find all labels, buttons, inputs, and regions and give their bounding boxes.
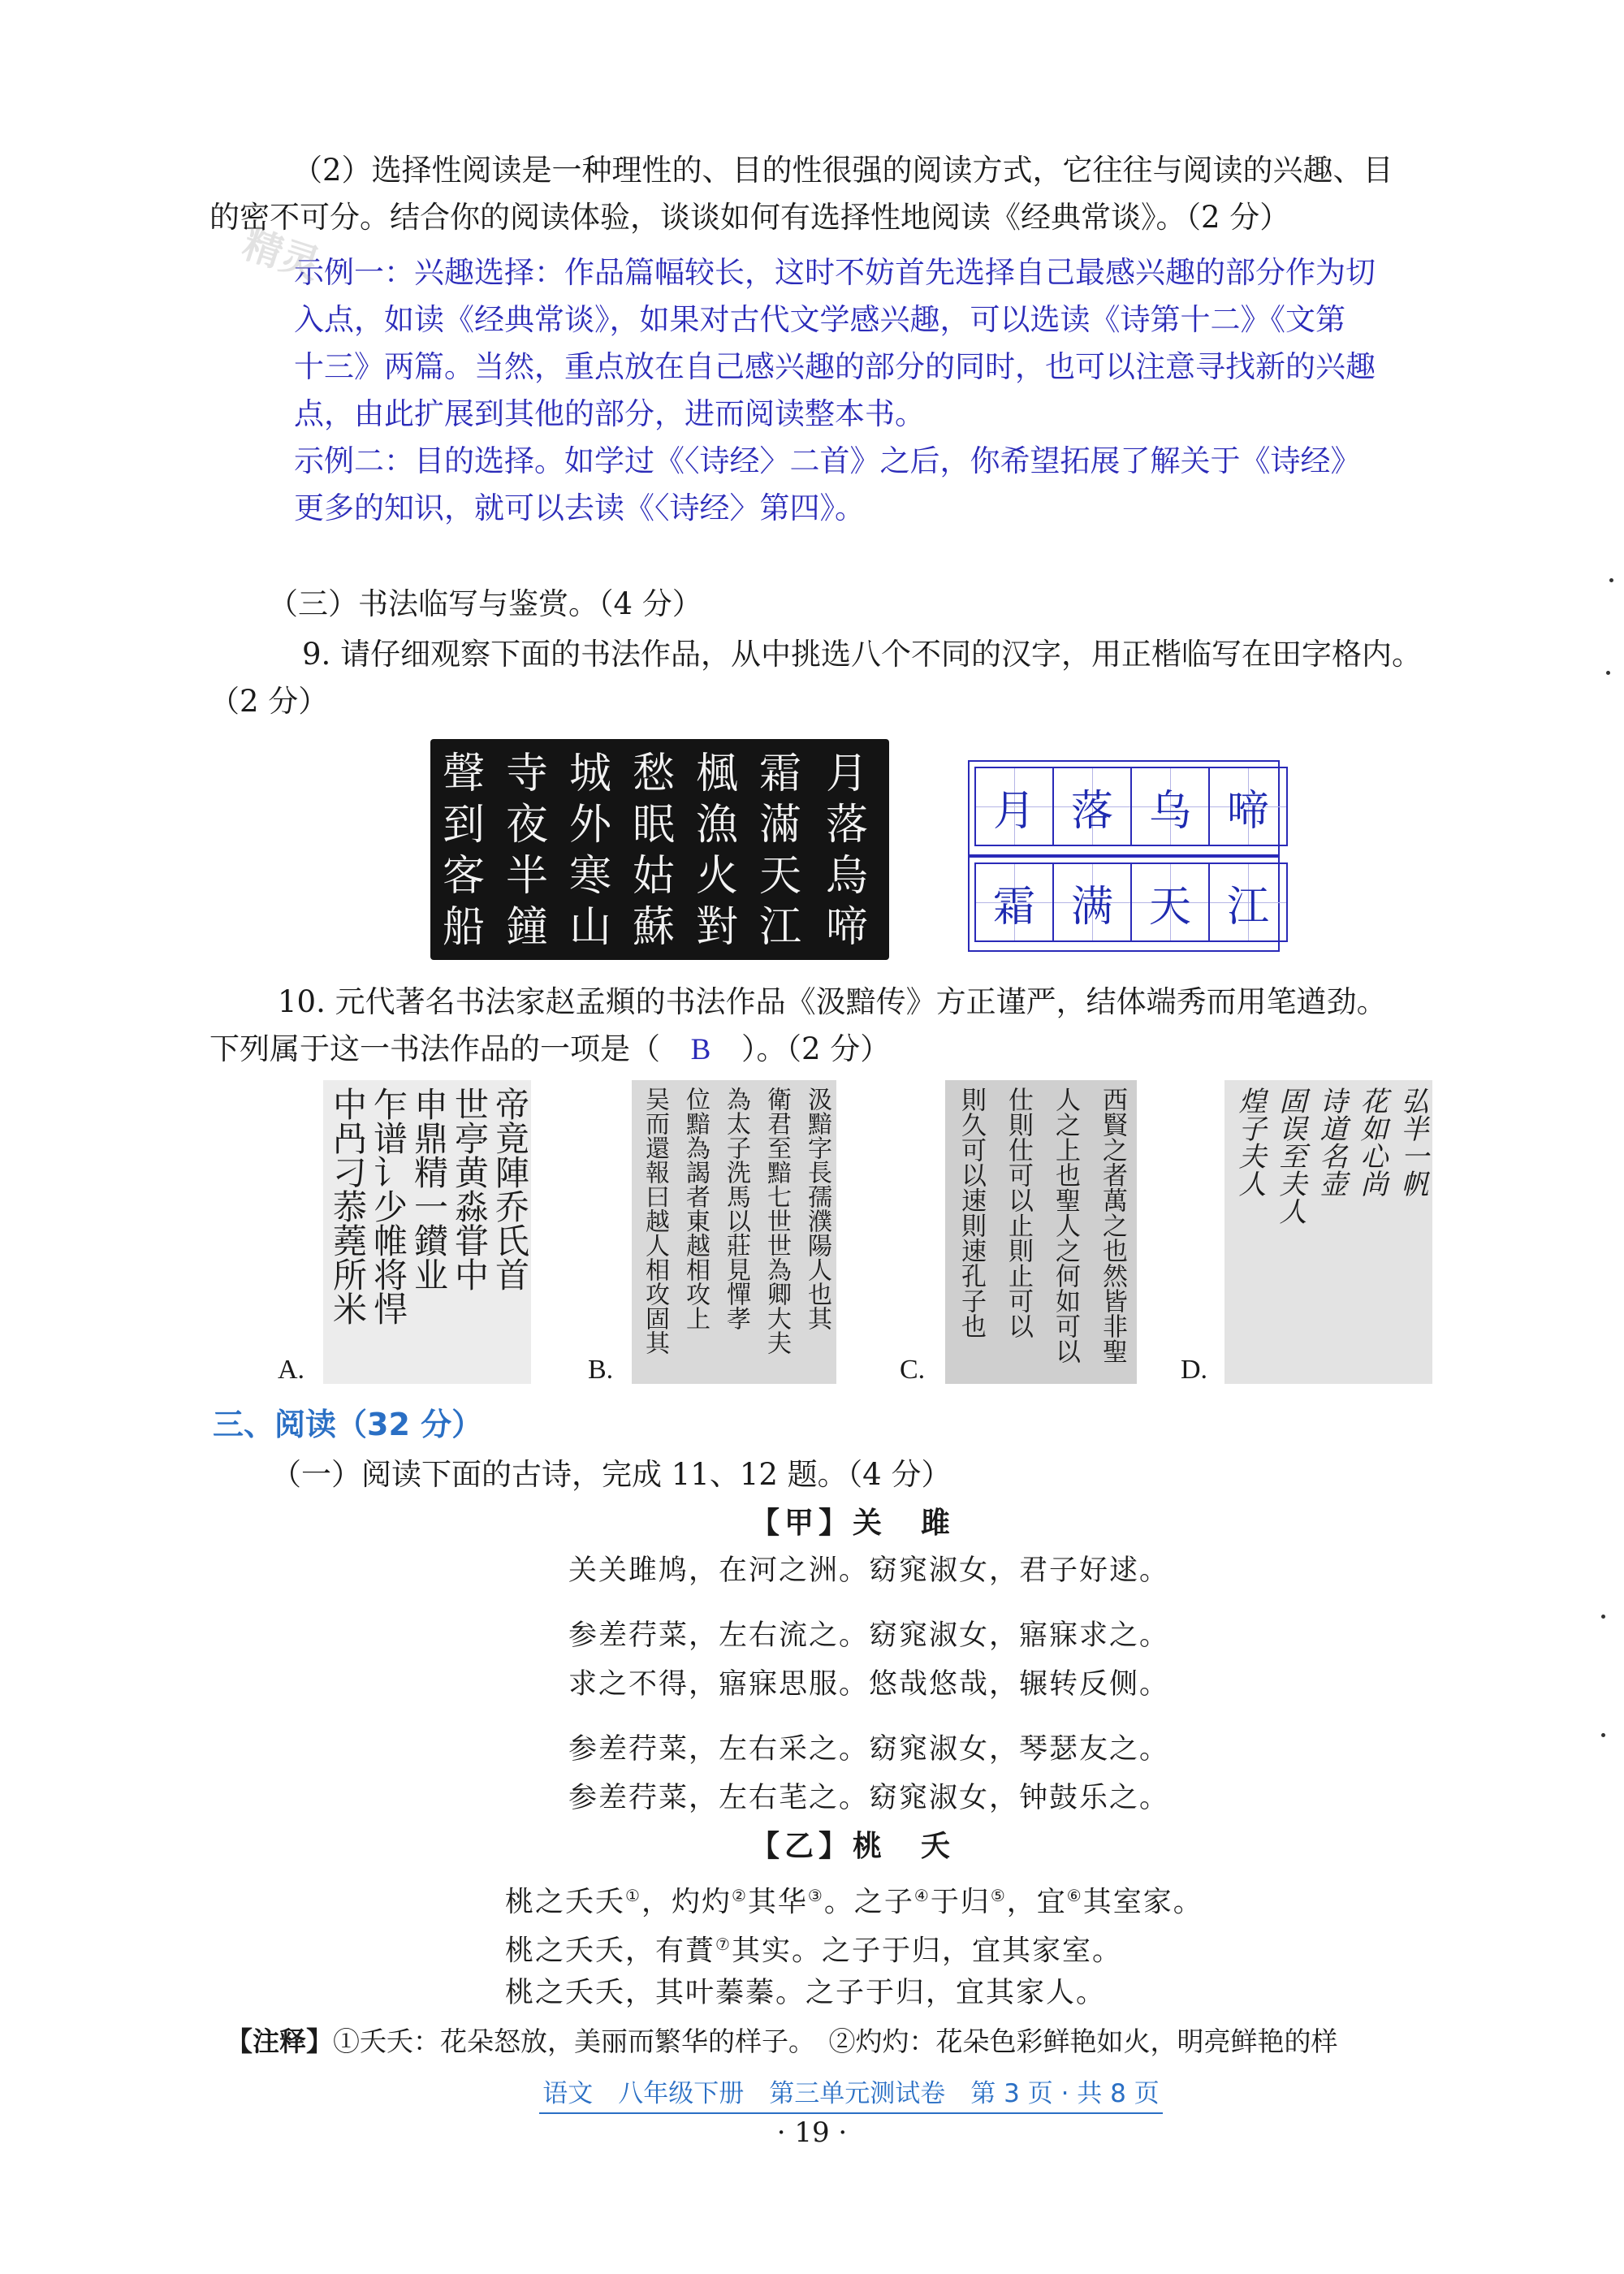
poem1-line: 参差荇菜，左右流之。窈窕淑女，寤寐求之。: [568, 1619, 1170, 1652]
q9-line1: 9. 请仔细观察下面的书法作品，从中挑选八个不同的汉字，用正楷临写在田字格内。: [302, 637, 1423, 672]
option-c-label[interactable]: C.: [900, 1355, 926, 1385]
rubbing-char: 烏: [825, 852, 868, 901]
scan-dot: [1601, 1615, 1605, 1619]
rubbing-char: 夜: [505, 801, 548, 850]
q8-2-answer-line: 示例二：目的选择。如学过《〈诗经〉二首》之后，你希望拓展了解关于《诗经》: [294, 443, 1361, 478]
poem2-text: 其华: [747, 1886, 808, 1919]
tianzige-char: 霜: [992, 882, 1035, 932]
poem2-text: 其实。之子于归，宜其家室。: [731, 1935, 1122, 1968]
tianzige-row-2: [974, 862, 1286, 942]
option-text: 花如心尚: [1355, 1087, 1388, 1197]
option-text: 弘半一帆: [1396, 1087, 1428, 1197]
footer-banner: 语文 八年级下册 第三单元测试卷 第 3 页 · 共 8 页: [539, 2073, 1163, 2114]
q10-line2-suffix: ）。（2 分）: [741, 1031, 891, 1066]
option-col: [716, 1087, 755, 1330]
scan-dot: [1606, 671, 1610, 675]
tianzige-cell[interactable]: [1052, 862, 1132, 942]
option-text: 位黯為謁者東越相攻上: [681, 1087, 710, 1330]
scan-dot: [1609, 578, 1613, 582]
rubbing-char: 愁: [632, 750, 675, 798]
rubbing-char: 客: [442, 852, 485, 901]
footnote-marker: ③: [807, 1886, 824, 1905]
q10-line2: [209, 1027, 890, 1073]
poem1-title: 【甲】关 雎: [750, 1507, 956, 1540]
rubbing-char: 外: [568, 801, 611, 850]
option-d-image: [1224, 1080, 1432, 1384]
footnote-marker: ⑤: [990, 1886, 1007, 1905]
rubbing-char: 楓: [695, 750, 738, 798]
poem2-text: 其室家。: [1082, 1886, 1203, 1919]
rubbing-char: 火: [695, 852, 738, 901]
note-label: 【注释】: [226, 2025, 333, 2057]
rubbing-char: 寺: [505, 750, 548, 798]
option-text: 诗道名壶: [1315, 1087, 1347, 1197]
option-a-label[interactable]: A.: [278, 1355, 305, 1385]
option-text: 吴而還報曰越人相攻固其: [641, 1087, 669, 1355]
rubbing-char: 落: [825, 801, 868, 850]
footnote-marker: ⑥: [1066, 1886, 1083, 1905]
option-text: 帝竟陣乔氏首: [490, 1087, 530, 1291]
poem1-line: 关关雎鸠，在河之洲。窈窕淑女，君子好逑。: [568, 1554, 1170, 1587]
tianzige-cell[interactable]: [974, 767, 1054, 846]
rubbing-char: 山: [568, 903, 611, 952]
rubbing-char: 蘇: [632, 903, 675, 952]
option-text: 申鼎精一鑚业: [409, 1087, 449, 1291]
rubbing-char: 船: [442, 903, 485, 952]
poem2-text: 。之子: [823, 1886, 914, 1919]
option-col: [676, 1087, 715, 1330]
option-col: [1229, 1087, 1270, 1197]
poem2-line-2: [505, 1922, 1122, 1974]
option-col: [635, 1087, 674, 1355]
rubbing-char: 江: [758, 903, 801, 952]
poem1-line: 参差荇菜，左右采之。窈窕淑女，琴瑟友之。: [568, 1733, 1170, 1766]
option-text: 為太子洗馬以莊見憚孝: [722, 1087, 750, 1330]
tianzige-row-1: [974, 767, 1286, 846]
option-col: [797, 1087, 836, 1330]
footnote-marker: ①: [625, 1886, 641, 1905]
rubbing-char: 寒: [568, 852, 611, 901]
footnote-marker: ②: [731, 1886, 748, 1905]
option-text: 西賢之者萬之也然皆非聖: [1098, 1087, 1127, 1364]
option-col: [1043, 1087, 1088, 1364]
tianzige-char: 乌: [1148, 786, 1191, 836]
q8-2-stem-line2: 的密不可分。结合你的阅读体验，谈谈如何有选择性地阅读《经典常谈》。（2 分）: [209, 200, 1290, 235]
poem2-text: 桃之夭夭: [505, 1886, 626, 1919]
option-b-image: [632, 1080, 836, 1384]
section-title: （三）书法临写与鉴赏。（4 分）: [268, 586, 702, 621]
rubbing-char: 漁: [695, 801, 738, 850]
option-col: [996, 1087, 1041, 1338]
option-col: [1270, 1087, 1311, 1225]
poem2-title: 【乙】桃 夭: [750, 1830, 956, 1863]
poem2-line-3: 桃之夭夭，其叶蓁蓁。之子于归，宜其家人。: [505, 1977, 1107, 2009]
page-number: · 19 ·: [776, 2116, 848, 2149]
option-text: 世亭黄淼甞中: [450, 1087, 490, 1291]
tianzige-cell[interactable]: [974, 862, 1054, 942]
tianzige-cell[interactable]: [1208, 862, 1288, 942]
footnote-marker: ⑦: [715, 1935, 732, 1954]
tianzige-cell[interactable]: [1208, 767, 1288, 846]
reading-sub: （一）阅读下面的古诗，完成 11、12 题。（4 分）: [271, 1457, 952, 1492]
tianzige-char: 江: [1226, 882, 1269, 932]
option-col: [369, 1087, 408, 1325]
option-text: 乍谱讠少帷将悍: [369, 1087, 408, 1325]
poem2-text: ，灼灼: [641, 1886, 732, 1919]
option-text: 中冎刁菾蕘所米: [328, 1087, 368, 1325]
rubbing-char: 霜: [758, 750, 801, 798]
option-col: [490, 1087, 529, 1291]
tianzige-char: 啼: [1226, 786, 1269, 836]
rubbing-char: 半: [505, 852, 548, 901]
q10-line2-prefix: 下列属于这一书法作品的一项是（: [209, 1031, 660, 1066]
option-col: [1311, 1087, 1351, 1197]
poem1-line: 求之不得，寤寐思服。悠哉悠哉，辗转反侧。: [568, 1668, 1170, 1701]
option-col: [1392, 1087, 1432, 1197]
q8-2-answer-line: 点，由此扩展到其他的部分，进而阅读整本书。: [294, 396, 925, 431]
rubbing-char: 聲: [442, 750, 485, 798]
q10-line1: 10. 元代著名书法家赵孟頫的书法作品《汲黯传》方正谨严，结体端秀而用笔遒劲。: [278, 984, 1387, 1019]
tianzige-cell[interactable]: [1052, 767, 1132, 846]
tianzige-cell[interactable]: [1130, 767, 1210, 846]
option-col: [948, 1087, 994, 1338]
q8-2-stem-line1: （2）选择性阅读是一种理性的、目的性很强的阅读方式，它往往与阅读的兴趣、目: [292, 153, 1393, 188]
rubbing-char: 城: [568, 750, 611, 798]
reading-heading: 三、阅读（32 分）: [213, 1407, 483, 1442]
rubbing-char: 啼: [825, 903, 868, 952]
q9-line2: （2 分）: [209, 684, 329, 719]
rubbing-char: 到: [442, 801, 485, 850]
option-b-label[interactable]: B.: [588, 1355, 614, 1385]
option-col: [1351, 1087, 1392, 1197]
tianzige-char: 满: [1070, 882, 1113, 932]
rubbing-char: 鐘: [505, 903, 548, 952]
option-text: 則久可以速則速孔子也: [957, 1087, 986, 1338]
poem1-line: 参差荇菜，左右芼之。窈窕淑女，钟鼓乐之。: [568, 1782, 1170, 1814]
poem2-text: ，宜: [1006, 1886, 1067, 1919]
option-d-label[interactable]: D.: [1181, 1355, 1208, 1385]
option-text: 衛君至黯七世世為卿大夫: [762, 1087, 791, 1355]
option-text: 人之上也聖人之何如可以: [1051, 1087, 1080, 1364]
footnote-marker: ④: [914, 1886, 931, 1905]
poem2-text: 于归: [930, 1886, 991, 1919]
rubbing-char: 眠: [632, 801, 675, 850]
option-text: 仕則仕可以止則止可以: [1004, 1087, 1033, 1338]
option-col: [1090, 1087, 1135, 1364]
poem2-text: 桃之夭夭，有蕡: [505, 1935, 716, 1968]
option-text: 煌子夫人: [1233, 1087, 1266, 1197]
tianzige-char: 月: [992, 786, 1035, 836]
rubbing-char: 姑: [632, 852, 675, 901]
tianzige-char: 天: [1148, 882, 1191, 932]
option-col: [328, 1087, 367, 1325]
option-text: 固误至夫人: [1274, 1087, 1307, 1225]
watermark: 精灵: [237, 221, 326, 289]
poem2-line-1: [505, 1873, 1203, 1926]
rubbing-char: 滿: [758, 801, 801, 850]
option-c-image: [945, 1080, 1137, 1384]
option-col: [409, 1087, 448, 1291]
scan-dot: [1601, 1733, 1605, 1737]
calligraphy-rubbing-image: [430, 739, 889, 960]
option-text: 汲黯字長孺濮陽人也其: [803, 1087, 831, 1330]
q8-2-answer-line: 十三》两篇。当然，重点放在自己感兴趣的部分的同时，也可以注意寻找新的兴趣: [294, 349, 1376, 384]
option-col: [450, 1087, 489, 1291]
option-col: [757, 1087, 796, 1355]
q8-2-answer-line: 入点，如读《经典常谈》，如果对古代文学感兴趣，可以选读《诗第十二》《文第: [294, 302, 1345, 337]
q10-answer: B: [690, 1033, 711, 1066]
rubbing-char: 對: [695, 903, 738, 952]
q8-2-answer-line: 更多的知识，就可以去读《〈诗经〉第四》。: [294, 491, 865, 525]
option-a-image: [323, 1080, 531, 1384]
q8-2-answer-line: 示例一：兴趣选择：作品篇幅较长，这时不妨首先选择自己最感兴趣的部分作为切: [294, 255, 1376, 290]
notes: [226, 2019, 1338, 2064]
tianzige-char: 落: [1070, 786, 1113, 836]
rubbing-char: 天: [758, 852, 801, 901]
note-text: ①夭夭：花朵怒放，美丽而繁华的样子。 ②灼灼：花朵色彩鲜艳如火，明亮鲜艳的样: [333, 2025, 1338, 2057]
rubbing-char: 月: [825, 750, 868, 798]
tianzige-cell[interactable]: [1130, 862, 1210, 942]
